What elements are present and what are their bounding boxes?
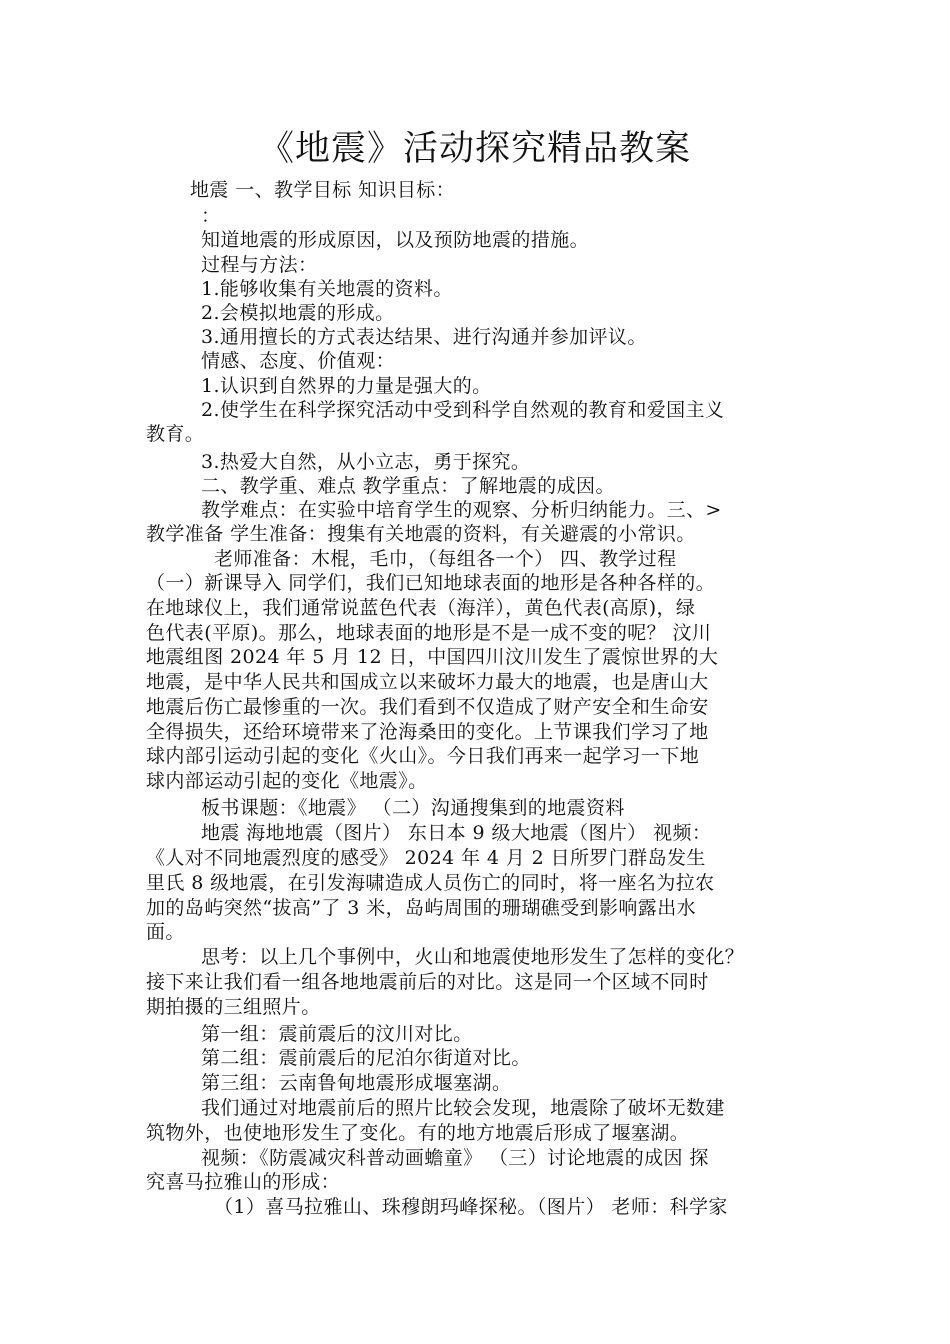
text-line: 视频：《防震减灾科普动画蟾童》 （三）讨论地震的成因 探 (201, 1147, 709, 1169)
text-line: 教学准备 学生准备：搜集有关地震的资料，有关避震的小常识。 (146, 523, 696, 545)
text-line: 究喜马拉雅山的形成： (146, 1171, 341, 1193)
text-line: （1）喜马拉雅山、珠穆朗玛峰探秘。（图片） 老师：科学家 (214, 1196, 728, 1218)
text-line: 1.认识到自然界的力量是强大的。 (201, 375, 492, 397)
text-line: 期拍摄的三组照片。 (146, 996, 321, 1018)
text-line: 知道地震的形成原因，以及预防地震的措施。 (201, 229, 590, 251)
text-line: 第二组：震前震后的尼泊尔街道对比。 (201, 1047, 531, 1069)
text-line: 2.会模拟地震的形成。 (201, 302, 395, 324)
text-line: 面。 (146, 921, 185, 943)
text-line: 第三组：云南鲁甸地震形成堰塞湖。 (201, 1072, 512, 1094)
text-line: 1.能够收集有关地震的资料。 (201, 278, 453, 300)
text-line: 里氏 8 级地震，在引发海啸造成人员伤亡的同时，将一座名为拉农 (146, 872, 715, 894)
text-line: （一）新课导入 同学们，我们已知地球表面的地形是各种各样的。 (146, 572, 716, 594)
text-line: 过程与方法： (201, 254, 318, 276)
text-line: 第一组：震前震后的汶川对比。 (201, 1023, 473, 1045)
text-line: 老师准备：木棍，毛巾，（每组各一个） 四、教学过程 (214, 548, 677, 570)
document-title: 《地震》活动探究精品教案 (258, 129, 691, 169)
text-line: 球内部引运动引起的变化《火山》。今日我们再来一起学习一下地 (146, 745, 700, 767)
text-line: ： (201, 205, 221, 227)
text-line: 地震 海地地震（图片） 东日本 9 级大地震（图片） 视频： (201, 822, 712, 844)
text-line: 色代表(平原)。那么，地球表面的地形是不是一成不变的呢？ 汶川 (146, 622, 712, 644)
text-line: 地震后伤亡最惨重的一次。我们看到不仅造成了财产安全和生命安 (146, 696, 709, 718)
text-line: 教学难点：在实验中培育学生的观察、分析归纳能力。三、> (201, 499, 722, 521)
text-line: 3.热爱大自然，从小立志，勇于探究。 (201, 451, 531, 473)
text-line: 《人对不同地震烈度的感受》 2024 年 4 月 2 日所罗门群岛发生 (146, 847, 706, 869)
text-line: 地震组图 2024 年 5 月 12 日，中国四川汶川发生了震惊世界的大 (146, 646, 719, 668)
text-line: 2.使学生在科学探究活动中受到科学自然观的教育和爱国主义 (201, 399, 725, 421)
text-line: 板书课题：《地震》 （二）沟通搜集到的地震资料 (201, 797, 625, 819)
text-line: 地震 一、教学目标 知识目标： (190, 179, 456, 201)
text-line: 教育。 (146, 423, 205, 445)
text-line: 二、教学重、难点 教学重点：了解地震的成因。 (201, 475, 615, 497)
text-line: 加的岛屿突然“拔高”了 3 米，岛屿周围的珊瑚礁受到影响露出水 (146, 897, 696, 919)
text-line: 情感、态度、价值观： (201, 350, 396, 372)
text-line: 地震，是中华人民共和国成立以来破坏力最大的地震，也是唐山大 (146, 671, 709, 693)
text-line: 3.通用擅长的方式表达结果、进行沟通并参加评议。 (201, 326, 647, 348)
text-line: 接下来让我们看一组各地地震前后的对比。这是同一个区域不同时 (146, 971, 709, 993)
text-line: 全得损失，还给环境带来了沧海桑田的变化。上节课我们学习了地 (146, 721, 709, 743)
text-line: 在地球仪上，我们通常说蓝色代表（海洋），黄色代表(高原)，绿 (146, 597, 696, 619)
text-line: 球内部运动引起的变化《地震》。 (146, 770, 428, 792)
text-line: 筑物外，也使地形发生了变化。有的地方地震后形成了堰塞湖。 (146, 1122, 690, 1144)
text-line: 思考：以上几个事例中，火山和地震使地形发生了怎样的变化？ (201, 946, 745, 968)
text-line: 我们通过对地震前后的照片比较会发现，地震除了破坏无数建 (201, 1097, 725, 1119)
